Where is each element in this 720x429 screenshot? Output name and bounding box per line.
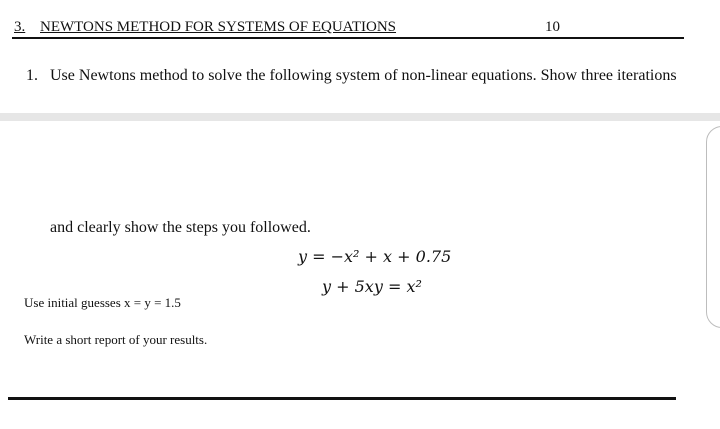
header-divider [12, 37, 684, 39]
page-gap-band [0, 113, 720, 121]
question-text-line1: Use Newtons method to solve the following system of non-linear equations. Show three iterations [50, 67, 677, 84]
bottom-divider [8, 397, 676, 400]
question-text-line2: and clearly show the steps you followed. [50, 219, 311, 236]
marks-value: 10 [545, 19, 560, 35]
initial-guess-text: Use initial guesses x = y = 1.5 [24, 295, 181, 310]
section-title: NEWTONS METHOD FOR SYSTEMS OF EQUATIONS [40, 19, 397, 35]
report-instruction: Write a short report of your results. [24, 332, 208, 347]
question-number: 1. [26, 67, 38, 84]
equation-1: y = −x² + x + 0.75 [298, 247, 452, 266]
section-number: 3. [14, 19, 26, 35]
equation-2: y + 5xy = x² [322, 277, 422, 296]
side-panel-edge [706, 126, 720, 328]
